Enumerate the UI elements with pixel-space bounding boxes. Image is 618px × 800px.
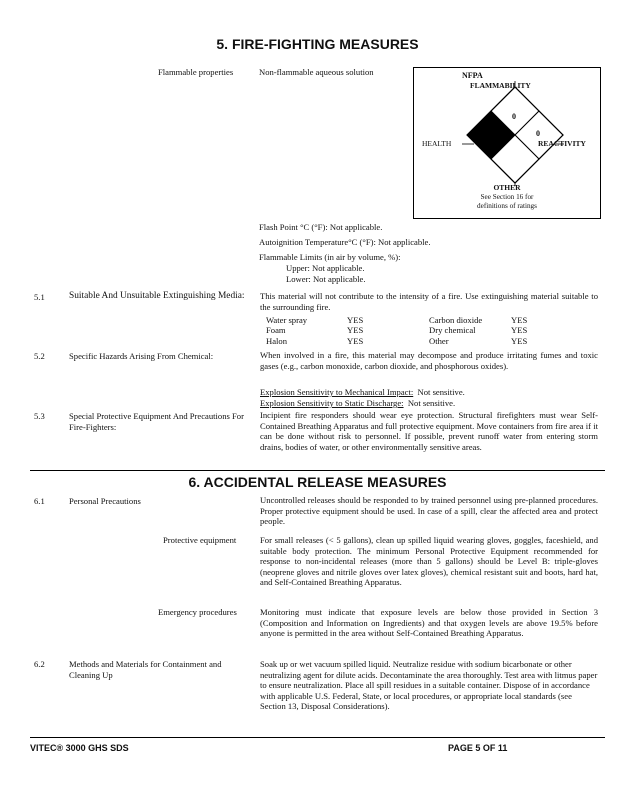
table-row [266,325,527,335]
section-5-1-text: This material will not contribute to the intensity of a fire. Use extinguishing material suitable to the surrounding fire. [260,291,598,312]
emergency-procedures-text: Monitoring must indicate that exposure levels are below those provided in Section 3 (Composition and Information on Ingredients) and that oxygen levels are above 19.5% before anyone is permitted in the area without Self-Contained Breathing Apparatus. [260,607,598,639]
flammable-limit-lower: Lower: Not applicable. [286,274,366,284]
section-5-title: 5. FIRE-FIGHTING MEASURES [216,36,419,52]
section-5-1-label: Suitable And Unsuitable Extinguishing Media: [69,291,245,301]
nfpa-title: NFPA [462,71,483,80]
autoignition-temperature: Autoignition Temperature°C (°F): Not applicable. [259,237,431,247]
media-value: YES [347,315,364,325]
explosion-static [260,398,455,409]
section-5-2-text: When involved in a fire, this material may decompose and produce irritating fumes and toxic gases (e.g., carbon monoxide, carbon dioxide, and phosphorous oxides). [260,350,598,371]
section-5-2-number: 5.2 [34,351,45,361]
section-6-1-label: Personal Precautions [69,496,141,506]
media-name: Foam [266,325,286,336]
section-6-1-number: 6.1 [34,496,45,506]
section-6-2-number: 6.2 [34,659,45,669]
protective-equipment-label: Protective equipment [163,535,237,545]
footer-rule [30,737,605,738]
nfpa-flammability-value: 0 [512,112,516,121]
media-value: YES [511,315,528,325]
section-6-2-label: Methods and Materials for Containment and Cleaning Up [69,659,222,680]
nfpa-other-label: OTHER [493,183,521,192]
flammable-limit-upper: Upper: Not applicable. [286,263,365,273]
nfpa-note-line1: See Section 16 for [480,193,534,201]
explosion-mechanical-label: Explosion Sensitivity to Mechanical Impact: [260,387,414,397]
media-value: YES [511,325,528,336]
flammable-properties-value: Non-flammable aqueous solution [259,67,374,77]
nfpa-flammability-label: FLAMMABILITY [470,81,531,90]
media-name: Carbon dioxide [429,315,483,325]
media-name: Other [429,335,449,346]
footer-document-name: VITEC® 3000 GHS SDS [30,743,129,753]
media-value: YES [511,335,528,346]
section-5-3-label: Special Protective Equipment And Precautions For Fire-Fighters: [69,411,244,432]
explosion-static-value: Not sensitive. [407,398,456,408]
nfpa-health-label: HEALTH [422,139,452,148]
section-6-2-text: Soak up or wet vacuum spilled liquid. Neutralize residue with sodium bicarbonate or other neutralizing agent for dilute acids. Decontaminate the area thoroughly. Test area with litmus paper to ensure neutralization. Place all spill residues in a suitable container. Dispose of in accordance with applicable U.S. Federal, State, or local procedures, or appropriate local standards (see Section 13, Disposal Considerations). [260,659,598,712]
section-5-1-number: 5.1 [34,292,45,302]
section-6-1-text: Uncontrolled releases should be responded to by trained personnel using pre-planned procedures. Proper protective equipment should be used. In case of a spill, clear the affected area and protect people. [260,495,598,527]
media-name: Water spray [266,315,308,325]
media-value: YES [347,335,364,346]
section-5-3-number: 5.3 [34,411,45,421]
media-value: YES [347,325,364,336]
section-6-title: 6. ACCIDENTAL RELEASE MEASURES [188,474,447,490]
protective-equipment-text: For small releases (< 5 gallons), clean up spilled liquid wearing gloves, goggles, faceshield, and suitable body protection. The minimum Personal Protective Equipment recommended for response to non-incidental releases (more than 5 gallons) should be Level B: triple-gloves (neoprene gloves and nitrile gloves over latex gloves), chemical resistant suit and boots, hard hat, and Self-Contained Breathing Apparatus. [260,535,598,588]
section-5-3-text: Incipient fire responders should wear eye protection. Structural firefighters must wear Self-Contained Breathing Apparatus and full protective equipment. Move containers from fire area if it can be done without risk to personnel. If possible, prevent runoff water from entering storm drains, bodies of water, or other environmentally sensitive areas. [260,410,598,452]
table-row [266,315,527,325]
extinguishing-media-table [266,315,527,346]
nfpa-note-line2: definitions of ratings [477,202,537,210]
emergency-procedures-label: Emergency procedures [158,607,237,617]
footer-page-number: PAGE 5 OF 11 [448,743,508,753]
flash-point: Flash Point °C (°F): Not applicable. [259,222,383,232]
section-divider [30,470,605,471]
media-name: Dry chemical [429,325,476,336]
explosion-mechanical-value: Not sensitive. [417,387,465,397]
explosion-static-label: Explosion Sensitivity to Static Discharge: [260,398,404,408]
table-row [266,336,527,346]
flammable-properties-label: Flammable properties [158,67,234,77]
flammable-limits: Flammable Limits (in air by volume, %): [259,252,401,262]
section-5-2-label: Specific Hazards Arising From Chemical: [69,351,214,361]
nfpa-box [413,67,601,219]
media-name: Halon [266,335,288,346]
nfpa-reactivity-label: REACTIVITY [538,139,586,148]
explosion-mechanical [260,387,465,398]
nfpa-reactivity-value: 0 [536,129,540,138]
